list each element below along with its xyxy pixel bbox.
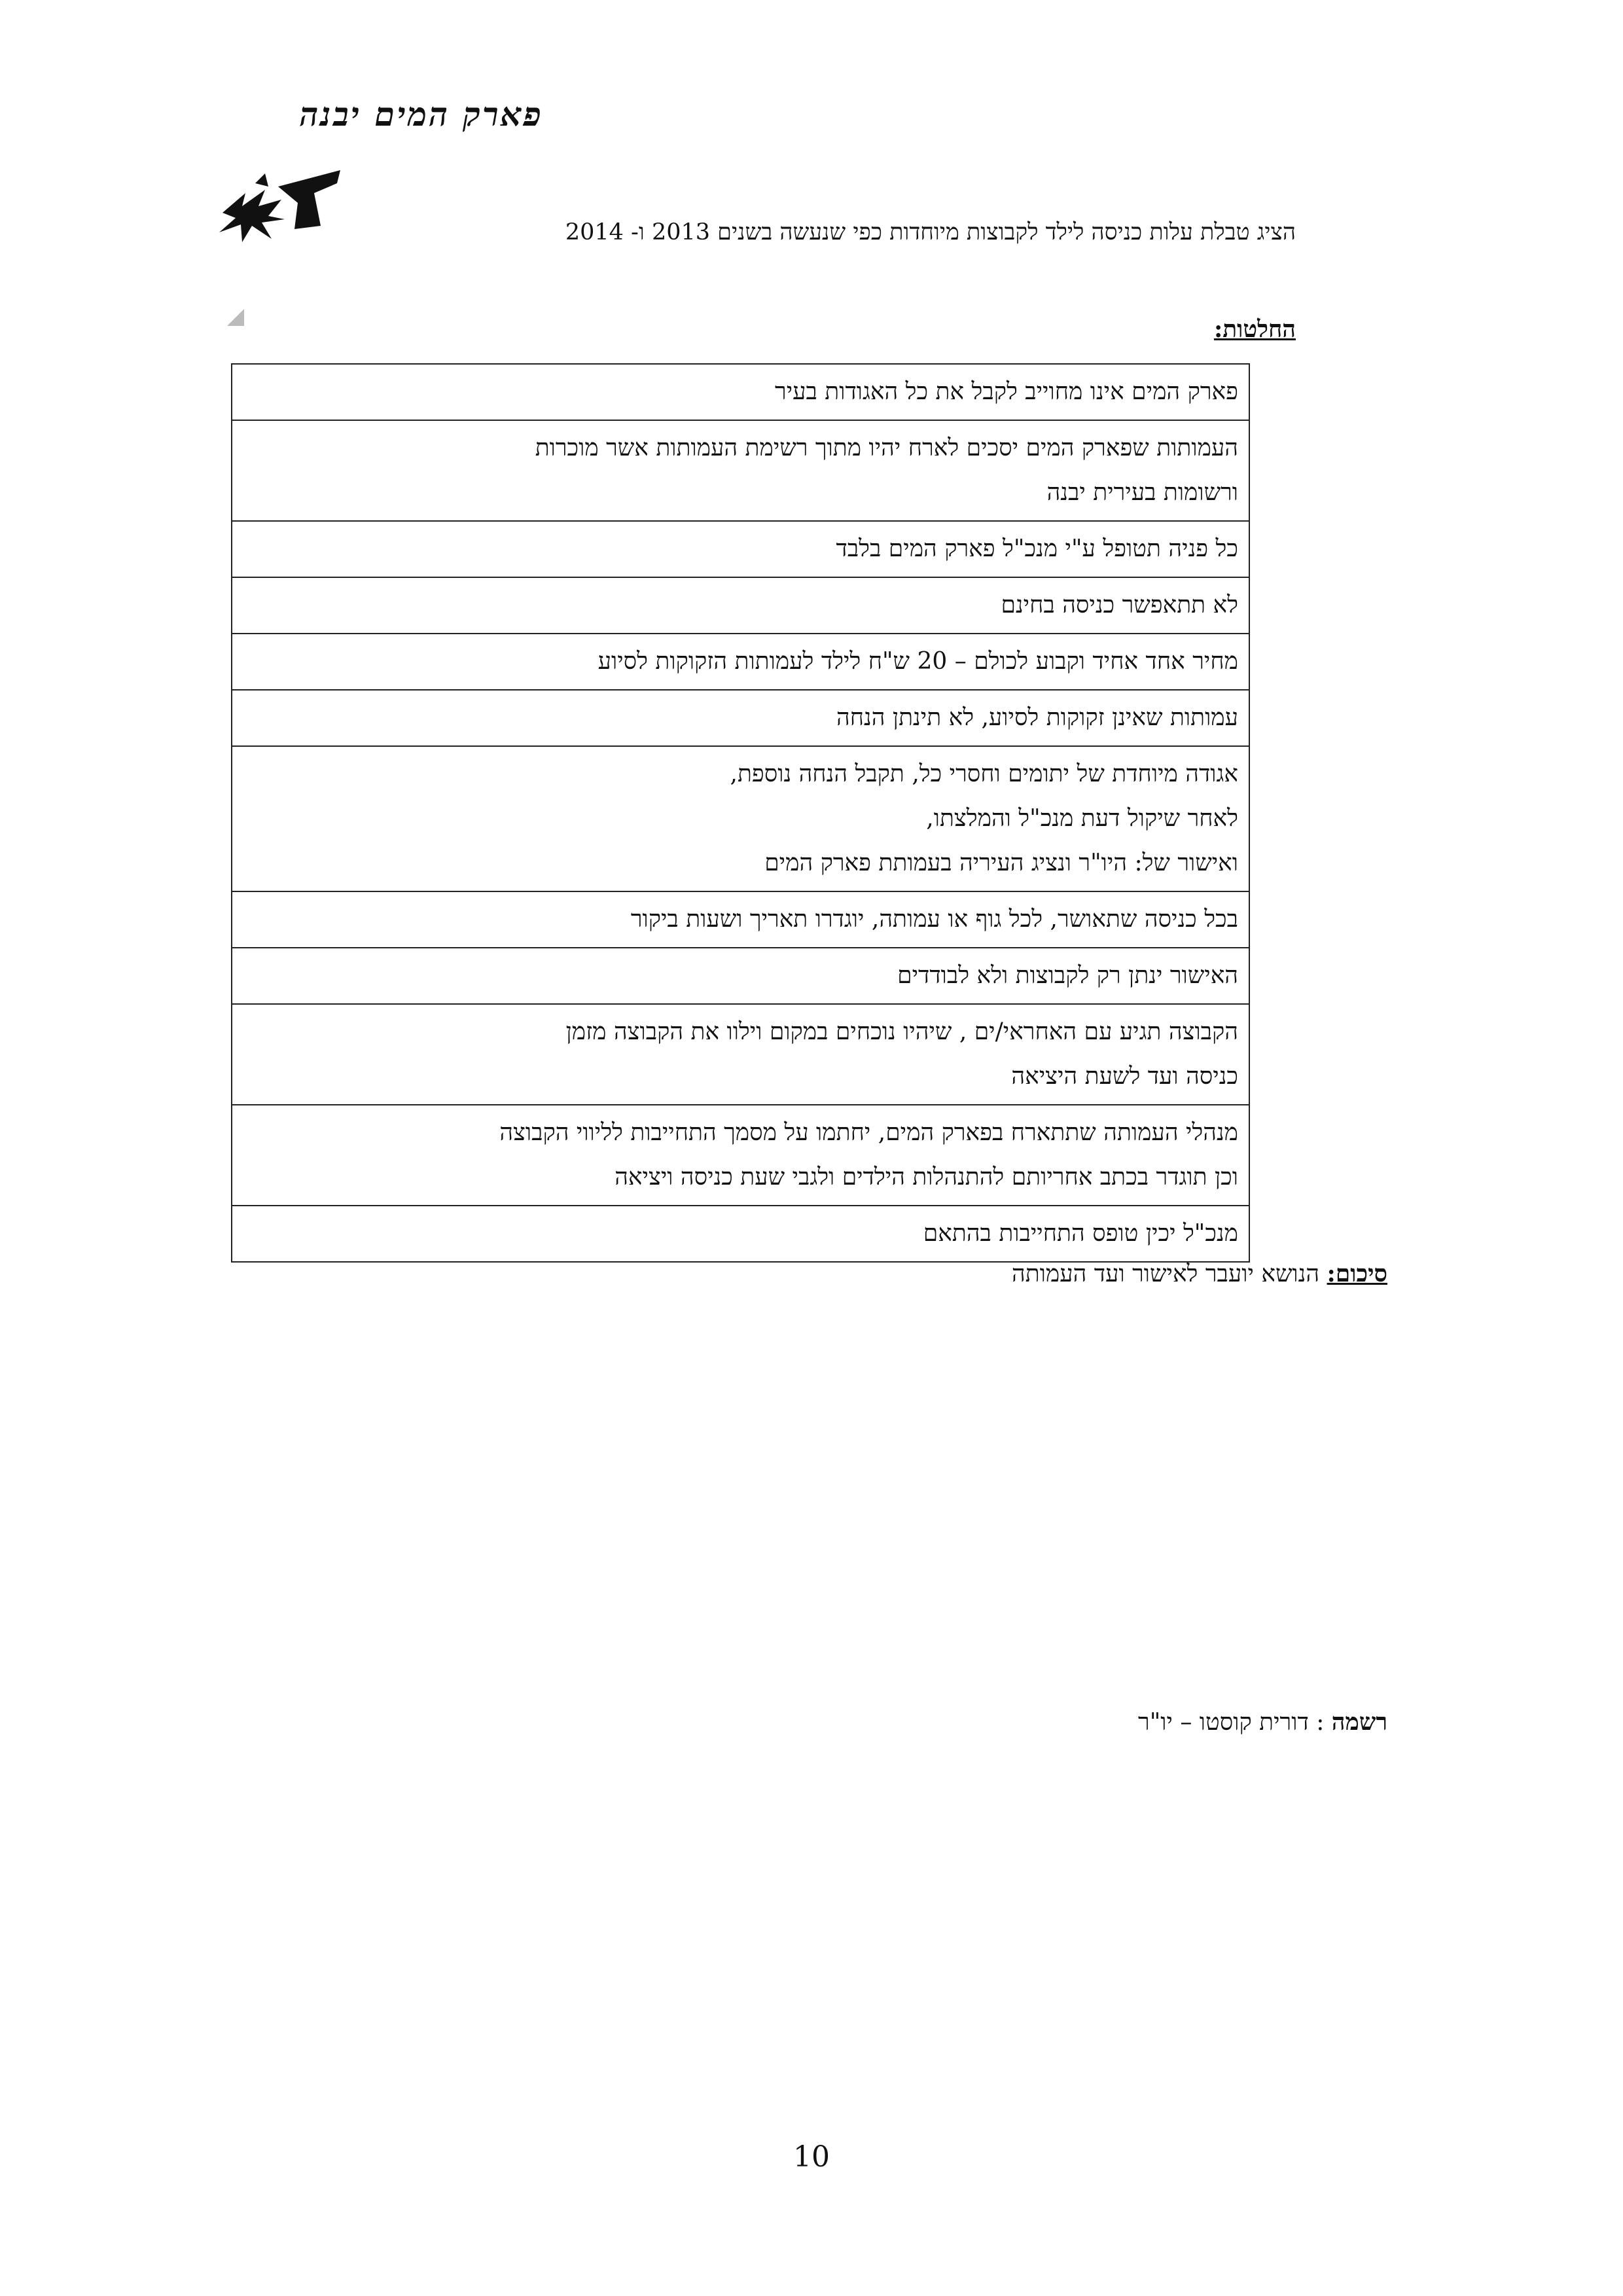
cell-line: מנכ"ל יכין טופס התחייבות בהתאם [923, 1220, 1238, 1247]
cell-line: וכן תוגדר בכתב אחריותם להתנהלות הילדים ולגבי שעת כניסה ויציאה [615, 1164, 1238, 1191]
table-cell [232, 364, 1249, 420]
cell-line: כל פניה תטופל ע"י מנכ"ל פארק המים בלבד [836, 535, 1238, 562]
recorded-by-label: רשמה [1331, 1708, 1387, 1736]
cell-line: בכל כניסה שתאושר, לכל גוף או עמותה, יוגדרו תאריך ושעות ביקור [630, 906, 1238, 933]
table-row [232, 690, 1249, 746]
cell-line: העמותות שפארק המים יסכים לארח יהיו מתוך רשימת העמותות אשר מוכרות [535, 435, 1238, 461]
summary-label: סיכום: [1327, 1260, 1387, 1287]
table-cell [232, 746, 1249, 891]
table-cell [232, 634, 1249, 690]
table-cell [232, 577, 1249, 634]
table-cell [232, 521, 1249, 577]
table-row [232, 1105, 1249, 1206]
cell-line: הקבוצה תגיע עם האחראי/ים , שיהיו נוכחים במקום וילוו את הקבוצה מזמן [565, 1018, 1238, 1045]
table-row [232, 420, 1249, 521]
cell-line: ורשומות בעירית יבנה [1046, 479, 1238, 506]
cell-line: לאחר שיקול דעת מנכ"ל והמלצתו, [926, 805, 1238, 832]
brand-title: פארק המים יבנה [299, 95, 543, 134]
table-cell [232, 1206, 1249, 1262]
summary-text: הנושא יועבר לאישור ועד העמותה [1012, 1261, 1320, 1287]
table-cell [232, 420, 1249, 521]
decisions-heading: החלטות: [1213, 315, 1296, 343]
page-number: 10 [793, 2140, 830, 2174]
decisions-table [231, 363, 1250, 1263]
table-cell [232, 948, 1249, 1004]
table-cell [232, 690, 1249, 746]
recorded-by-text: : דורית קוסטו – יו"ר [1138, 1709, 1325, 1736]
table-row [232, 891, 1249, 948]
cell-line: אגודה מיוחדת של יתומים וחסרי כל, תקבל הנחה נוספת, [730, 761, 1238, 787]
summary [654, 1260, 1387, 1287]
recorded-by [654, 1708, 1387, 1736]
table-row [232, 1004, 1249, 1105]
cell-line: פארק המים אינו מחוייב לקבל את כל האגודות בעיר [775, 378, 1238, 405]
table-cell [232, 1004, 1249, 1105]
table-row [232, 521, 1249, 577]
table-row [232, 948, 1249, 1004]
cell-line: האישור ינתן רק לקבוצות ולא לבודדים [897, 962, 1238, 989]
corner-mark-icon [226, 308, 245, 327]
cell-line: כניסה ועד לשעת היציאה [1011, 1063, 1238, 1090]
cell-line: לא תתאפשר כניסה בחינם [1001, 592, 1238, 619]
cell-line: מנהלי העמותה שתתארח בפארק המים, יחתמו על מסמך התחייבות לליווי הקבוצה [499, 1119, 1238, 1146]
cell-line: עמותות שאינן זקוקות לסיוע, לא תינתן הנחה [836, 704, 1238, 731]
table-row [232, 746, 1249, 891]
cell-line: ואישור של: היו"ר ונציג העיריה בעמותת פארק המים [764, 850, 1238, 876]
table-cell [232, 891, 1249, 948]
table-row [232, 634, 1249, 690]
table-cell [232, 1105, 1249, 1206]
intro-text: הציג טבלת עלות כניסה לילד לקבוצות מיוחדות כפי שנעשה בשנים 2013 ו- 2014 [565, 219, 1296, 245]
table-row [232, 364, 1249, 420]
cell-line: מחיר אחד אחיד וקבוע לכולם – 20 ש"ח לילד לעמותות הזקוקות לסיוע [597, 648, 1238, 675]
table-row [232, 1206, 1249, 1262]
table-row [232, 577, 1249, 634]
